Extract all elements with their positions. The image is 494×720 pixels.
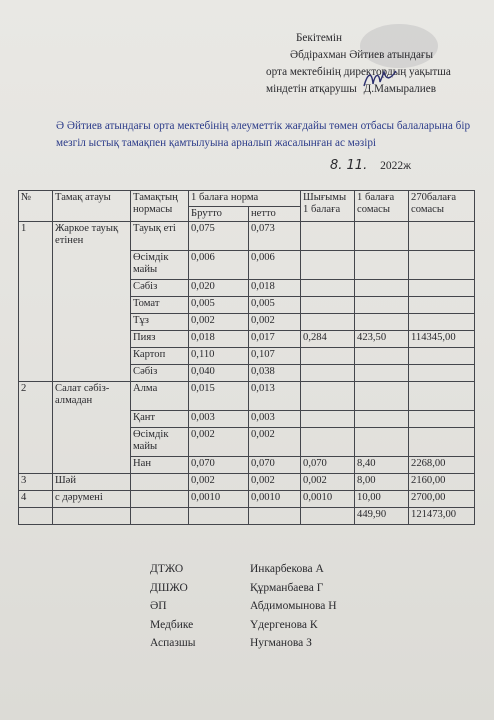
- cell-netto: 0,002: [249, 428, 301, 457]
- cell-output: [301, 411, 355, 428]
- cell-output: [301, 428, 355, 457]
- header-dish: Тамақ атауы: [53, 191, 131, 222]
- cell-product: [131, 474, 189, 491]
- cell-sum-all: 2268,00: [409, 457, 475, 474]
- cell-sum-all: [409, 222, 475, 251]
- cell-brutto: 0,002: [189, 314, 249, 331]
- cell-netto: 0,006: [249, 251, 301, 280]
- cell-brutto: 0,002: [189, 428, 249, 457]
- cell-sum-all: [409, 297, 475, 314]
- approval-heading: Бекітемін: [296, 32, 342, 44]
- signature-mark: [360, 68, 400, 90]
- cell-netto: 0,107: [249, 348, 301, 365]
- cell-netto: 0,005: [249, 297, 301, 314]
- cell-brutto: 0,006: [189, 251, 249, 280]
- cell-sum-one: [355, 382, 409, 411]
- table-row: [19, 508, 475, 525]
- signatory-row: [150, 616, 337, 635]
- cell-product: Өсімдік майы: [131, 428, 189, 457]
- cell-sum-all: 121473,00: [409, 508, 475, 525]
- cell-netto: [249, 508, 301, 525]
- cell-product: Қант: [131, 411, 189, 428]
- cell-sum-all: [409, 428, 475, 457]
- signatory-role: ДТЖО: [150, 563, 184, 575]
- cell-sum-one: 10,00: [355, 491, 409, 508]
- table-row: [19, 491, 475, 508]
- cell-sum-one: [355, 251, 409, 280]
- cell-output: 0,002: [301, 474, 355, 491]
- cell-brutto: 0,0010: [189, 491, 249, 508]
- cell-product: Томат: [131, 297, 189, 314]
- signatory-role: ӘП: [150, 600, 167, 612]
- approval-signer-role: міндетін атқарушы: [266, 83, 357, 95]
- cell-brutto: 0,020: [189, 280, 249, 297]
- cell-sum-one: [355, 365, 409, 382]
- header-norm: Тамақтың нормасы: [131, 191, 189, 222]
- date-handwritten: 8. 11.: [330, 158, 368, 173]
- cell-sum-one: 423,50: [355, 331, 409, 348]
- header-num: №: [19, 191, 53, 222]
- cell-netto: 0,002: [249, 474, 301, 491]
- cell-sum-one: [355, 222, 409, 251]
- cell-dish: Салат сәбіз-алмадан: [53, 382, 131, 474]
- cell-netto: 0,070: [249, 457, 301, 474]
- cell-output: [301, 314, 355, 331]
- cell-netto: 0,017: [249, 331, 301, 348]
- cell-brutto: 0,002: [189, 474, 249, 491]
- cell-dish: Шәй: [53, 474, 131, 491]
- cell-num: 2: [19, 382, 53, 474]
- signatory-role: Аспазшы: [150, 637, 196, 649]
- cell-sum-one: [355, 348, 409, 365]
- cell-brutto: 0,040: [189, 365, 249, 382]
- cell-output: 0,284: [301, 331, 355, 348]
- cell-netto: 0,003: [249, 411, 301, 428]
- document-date: [330, 158, 490, 173]
- header-per-child: 1 балаға норма: [189, 191, 301, 207]
- cell-sum-all: [409, 382, 475, 411]
- cell-product: Сәбіз: [131, 280, 189, 297]
- cell-product: Өсімдік майы: [131, 251, 189, 280]
- signatory-name: Абдимомынова Н: [250, 600, 337, 612]
- cell-dish: Жаркое тауық етінен: [53, 222, 131, 382]
- signatory-name: Нугманова З: [250, 637, 312, 649]
- cell-num: [19, 508, 53, 525]
- signatory-name: Құрманбаева Г: [250, 581, 324, 594]
- cell-num: 4: [19, 491, 53, 508]
- cell-brutto: 0,015: [189, 382, 249, 411]
- signatory-row: [150, 579, 337, 598]
- cell-output: [301, 222, 355, 251]
- cell-product: Тұз: [131, 314, 189, 331]
- cell-output: [301, 508, 355, 525]
- table-row: [19, 474, 475, 491]
- cell-netto: 0,002: [249, 314, 301, 331]
- cell-product: [131, 491, 189, 508]
- table-header-row: [19, 191, 475, 207]
- signatory-role: ДШЖО: [150, 581, 188, 594]
- menu-table: [18, 190, 475, 525]
- cell-product: Пияз: [131, 331, 189, 348]
- cell-sum-one: [355, 280, 409, 297]
- cell-product: Нан: [131, 457, 189, 474]
- cell-sum-all: [409, 314, 475, 331]
- cell-sum-all: [409, 365, 475, 382]
- cell-brutto: 0,070: [189, 457, 249, 474]
- cell-sum-one: 449,90: [355, 508, 409, 525]
- cell-output: [301, 382, 355, 411]
- header-output: Шығымы 1 балаға: [301, 191, 355, 222]
- cell-output: [301, 251, 355, 280]
- signatory-row: [150, 597, 337, 616]
- cell-product: Сәбіз: [131, 365, 189, 382]
- cell-netto: 0,0010: [249, 491, 301, 508]
- cell-dish: [53, 508, 131, 525]
- cell-sum-all: [409, 348, 475, 365]
- header-sum-all: 270балаға сомасы: [409, 191, 475, 222]
- cell-num: 3: [19, 474, 53, 491]
- cell-brutto: 0,005: [189, 297, 249, 314]
- cell-brutto: 0,110: [189, 348, 249, 365]
- cell-sum-all: [409, 411, 475, 428]
- header-netto: нетто: [249, 206, 301, 222]
- cell-sum-all: 114345,00: [409, 331, 475, 348]
- header-brutto: Брутто: [189, 206, 249, 222]
- cell-netto: 0,018: [249, 280, 301, 297]
- cell-brutto: 0,003: [189, 411, 249, 428]
- cell-brutto: 0,075: [189, 222, 249, 251]
- cell-product: Алма: [131, 382, 189, 411]
- cell-sum-all: 2700,00: [409, 491, 475, 508]
- table-row: [19, 382, 475, 411]
- header-sum-one: 1 балаға сомасы: [355, 191, 409, 222]
- cell-sum-one: 8,00: [355, 474, 409, 491]
- approval-school: Әбдірахман Әйтиев атындағы: [290, 49, 434, 61]
- table-row: [19, 222, 475, 251]
- cell-output: [301, 365, 355, 382]
- cell-sum-all: [409, 280, 475, 297]
- cell-netto: 0,073: [249, 222, 301, 251]
- cell-sum-all: 2160,00: [409, 474, 475, 491]
- cell-output: [301, 297, 355, 314]
- signatory-role: Медбике: [150, 618, 194, 631]
- cell-product: Тауық еті: [131, 222, 189, 251]
- document-title: Ә Әйтиев атындағы орта мектебінің әлеуметтік жағдайы төмен отбасы балаларына бір мезгіл ыстық тамақпен қамтылуына арналып жасалынған ас мәзірі: [56, 120, 471, 149]
- cell-product: [131, 508, 189, 525]
- signatories-list: [150, 560, 337, 653]
- cell-num: 1: [19, 222, 53, 382]
- approval-position: орта мектебінің директордың уақытша: [266, 66, 451, 78]
- cell-sum-all: [409, 251, 475, 280]
- cell-sum-one: 8,40: [355, 457, 409, 474]
- cell-output: 0,0010: [301, 491, 355, 508]
- cell-sum-one: [355, 428, 409, 457]
- cell-sum-one: [355, 297, 409, 314]
- cell-output: [301, 280, 355, 297]
- cell-sum-one: [355, 314, 409, 331]
- cell-brutto: [189, 508, 249, 525]
- cell-product: Картоп: [131, 348, 189, 365]
- cell-output: 0,070: [301, 457, 355, 474]
- cell-netto: 0,038: [249, 365, 301, 382]
- date-year: 2022ж: [380, 160, 412, 172]
- cell-output: [301, 348, 355, 365]
- signatory-row: [150, 634, 337, 653]
- cell-dish: c дәрумені: [53, 491, 131, 508]
- cell-brutto: 0,018: [189, 331, 249, 348]
- approval-signer-name: Д.Мамыралиев: [363, 83, 436, 95]
- cell-netto: 0,013: [249, 382, 301, 411]
- cell-sum-one: [355, 411, 409, 428]
- signatory-name: Инкарбекова А: [250, 563, 324, 575]
- signatory-row: [150, 560, 337, 579]
- signatory-name: Үдергенова К: [250, 618, 318, 631]
